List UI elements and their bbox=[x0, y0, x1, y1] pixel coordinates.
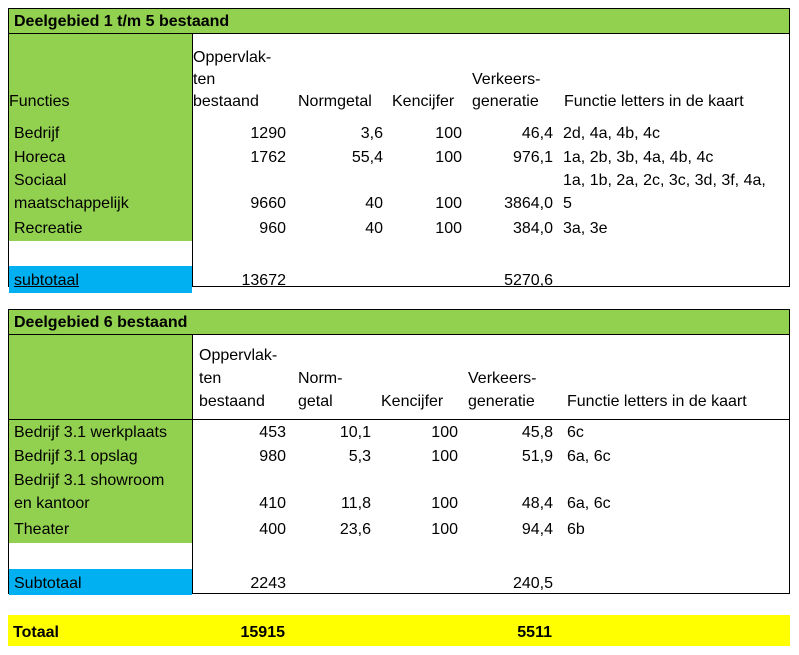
row-kencijfer: 100 bbox=[435, 220, 462, 237]
row-verkeersgeneratie: 46,4 bbox=[521, 125, 553, 142]
subtotal-row bbox=[9, 570, 789, 595]
row-kencijfer: 100 bbox=[435, 125, 462, 142]
subtotal-label: Subtotaal bbox=[14, 575, 82, 592]
header-oppervlakten: Oppervlak- ten bestaand bbox=[199, 347, 278, 410]
header-row bbox=[9, 335, 789, 420]
row-verkeersgeneratie: 94,4 bbox=[521, 521, 553, 538]
header-verkeersgeneratie: Verkeers- generatie bbox=[468, 370, 537, 410]
row-functie-line2: en kantoor bbox=[14, 495, 90, 512]
subtotal-verkeersgeneratie: 240,5 bbox=[512, 575, 553, 592]
table-row bbox=[9, 420, 789, 446]
table-title: Deelgebied 6 bestaand bbox=[9, 310, 789, 335]
row-verkeersgeneratie: 384,0 bbox=[512, 220, 553, 237]
header-normgetal: Normgetal bbox=[298, 93, 372, 110]
row-letters-line2: 5 bbox=[563, 195, 572, 212]
row-letters: 6a, 6c bbox=[567, 495, 611, 512]
header-normgetal: Norm- getal bbox=[298, 370, 343, 410]
header-oppervlakten: Oppervlak- ten bestaand bbox=[193, 49, 272, 110]
header-functie-letters: Functie letters in de kaart bbox=[567, 393, 747, 410]
row-oppervlakte: 9660 bbox=[250, 195, 286, 212]
row-oppervlakte: 1762 bbox=[250, 149, 286, 166]
row-normgetal: 55,4 bbox=[351, 149, 383, 166]
table-row bbox=[9, 169, 789, 218]
total-row bbox=[8, 615, 790, 646]
subtotal-label: subtotaal bbox=[14, 272, 79, 289]
row-kencijfer: 100 bbox=[431, 424, 458, 441]
row-functie: Recreatie bbox=[14, 220, 83, 237]
row-functie-line1: Bedrijf 3.1 showroom bbox=[14, 472, 165, 489]
header-functie-letters: Functie letters in de kaart bbox=[564, 93, 744, 110]
row-normgetal: 40 bbox=[365, 220, 383, 237]
table-deelgebied-1-5 bbox=[8, 8, 790, 287]
row-verkeersgeneratie: 976,1 bbox=[512, 149, 553, 166]
row-verkeersgeneratie: 51,9 bbox=[521, 448, 553, 465]
row-verkeersgeneratie: 48,4 bbox=[521, 495, 553, 512]
subtotal-row bbox=[9, 267, 789, 293]
row-functie: Theater bbox=[14, 521, 70, 538]
row-kencijfer: 100 bbox=[431, 448, 458, 465]
row-kencijfer: 100 bbox=[435, 149, 462, 166]
row-functie: Bedrijf 3.1 opslag bbox=[14, 448, 138, 465]
row-letters: 6b bbox=[567, 521, 585, 538]
row-oppervlakte: 410 bbox=[259, 495, 286, 512]
row-letters: 2d, 4a, 4b, 4c bbox=[563, 125, 660, 142]
table-row bbox=[9, 121, 789, 147]
table-title: Deelgebied 1 t/m 5 bestaand bbox=[9, 9, 789, 34]
row-normgetal: 23,6 bbox=[339, 521, 371, 538]
row-verkeersgeneratie: 3864,0 bbox=[504, 195, 553, 212]
row-kencijfer: 100 bbox=[431, 521, 458, 538]
row-letters: 6c bbox=[567, 424, 584, 441]
row-oppervlakte: 980 bbox=[259, 448, 286, 465]
table-row bbox=[9, 446, 789, 468]
row-letters-line1: 1a, 1b, 2a, 2c, 3c, 3d, 3f, 4a, bbox=[563, 172, 766, 189]
row-functie-line2: maatschappelijk bbox=[14, 195, 129, 212]
table-deelgebied-6 bbox=[8, 309, 790, 594]
row-kencijfer: 100 bbox=[435, 195, 462, 212]
total-label: Totaal bbox=[13, 624, 59, 641]
row-functie: Bedrijf bbox=[14, 125, 60, 142]
total-verkeersgeneratie: 5511 bbox=[517, 624, 552, 641]
row-functie-line1: Sociaal bbox=[14, 172, 67, 189]
total-oppervlakte: 15915 bbox=[240, 624, 285, 641]
header-kencijfer: Kencijfer bbox=[392, 93, 455, 110]
row-oppervlakte: 1290 bbox=[250, 125, 286, 142]
header-verkeersgeneratie: Verkeers- generatie bbox=[472, 71, 541, 110]
table-row bbox=[9, 147, 789, 169]
row-normgetal: 11,8 bbox=[341, 495, 371, 512]
row-normgetal: 40 bbox=[365, 195, 383, 212]
row-oppervlakte: 960 bbox=[259, 220, 286, 237]
row-letters: 1a, 2b, 3b, 4a, 4b, 4c bbox=[563, 149, 714, 166]
row-kencijfer: 100 bbox=[431, 495, 458, 512]
header-kencijfer: Kencijfer bbox=[381, 393, 444, 410]
row-functie: Bedrijf 3.1 werkplaats bbox=[14, 424, 167, 441]
subtotal-verkeersgeneratie: 5270,6 bbox=[504, 272, 553, 289]
header-row bbox=[9, 34, 789, 121]
row-functie: Horeca bbox=[14, 149, 66, 166]
row-normgetal: 5,3 bbox=[348, 448, 371, 465]
table-row bbox=[9, 218, 789, 241]
row-normgetal: 3,6 bbox=[360, 125, 383, 142]
row-normgetal: 10,1 bbox=[339, 424, 371, 441]
table-row bbox=[9, 468, 789, 519]
blank-row bbox=[9, 543, 789, 570]
table-row bbox=[9, 519, 789, 543]
row-letters: 6a, 6c bbox=[567, 448, 611, 465]
row-verkeersgeneratie: 45,8 bbox=[521, 424, 553, 441]
subtotal-oppervlakte: 13672 bbox=[241, 272, 286, 289]
subtotal-oppervlakte: 2243 bbox=[250, 575, 286, 592]
row-oppervlakte: 453 bbox=[259, 424, 286, 441]
header-functies bbox=[9, 335, 192, 419]
blank-row bbox=[9, 241, 789, 267]
header-functies: Functies bbox=[9, 34, 192, 121]
row-letters: 3a, 3e bbox=[563, 220, 608, 237]
row-oppervlakte: 400 bbox=[259, 521, 286, 538]
